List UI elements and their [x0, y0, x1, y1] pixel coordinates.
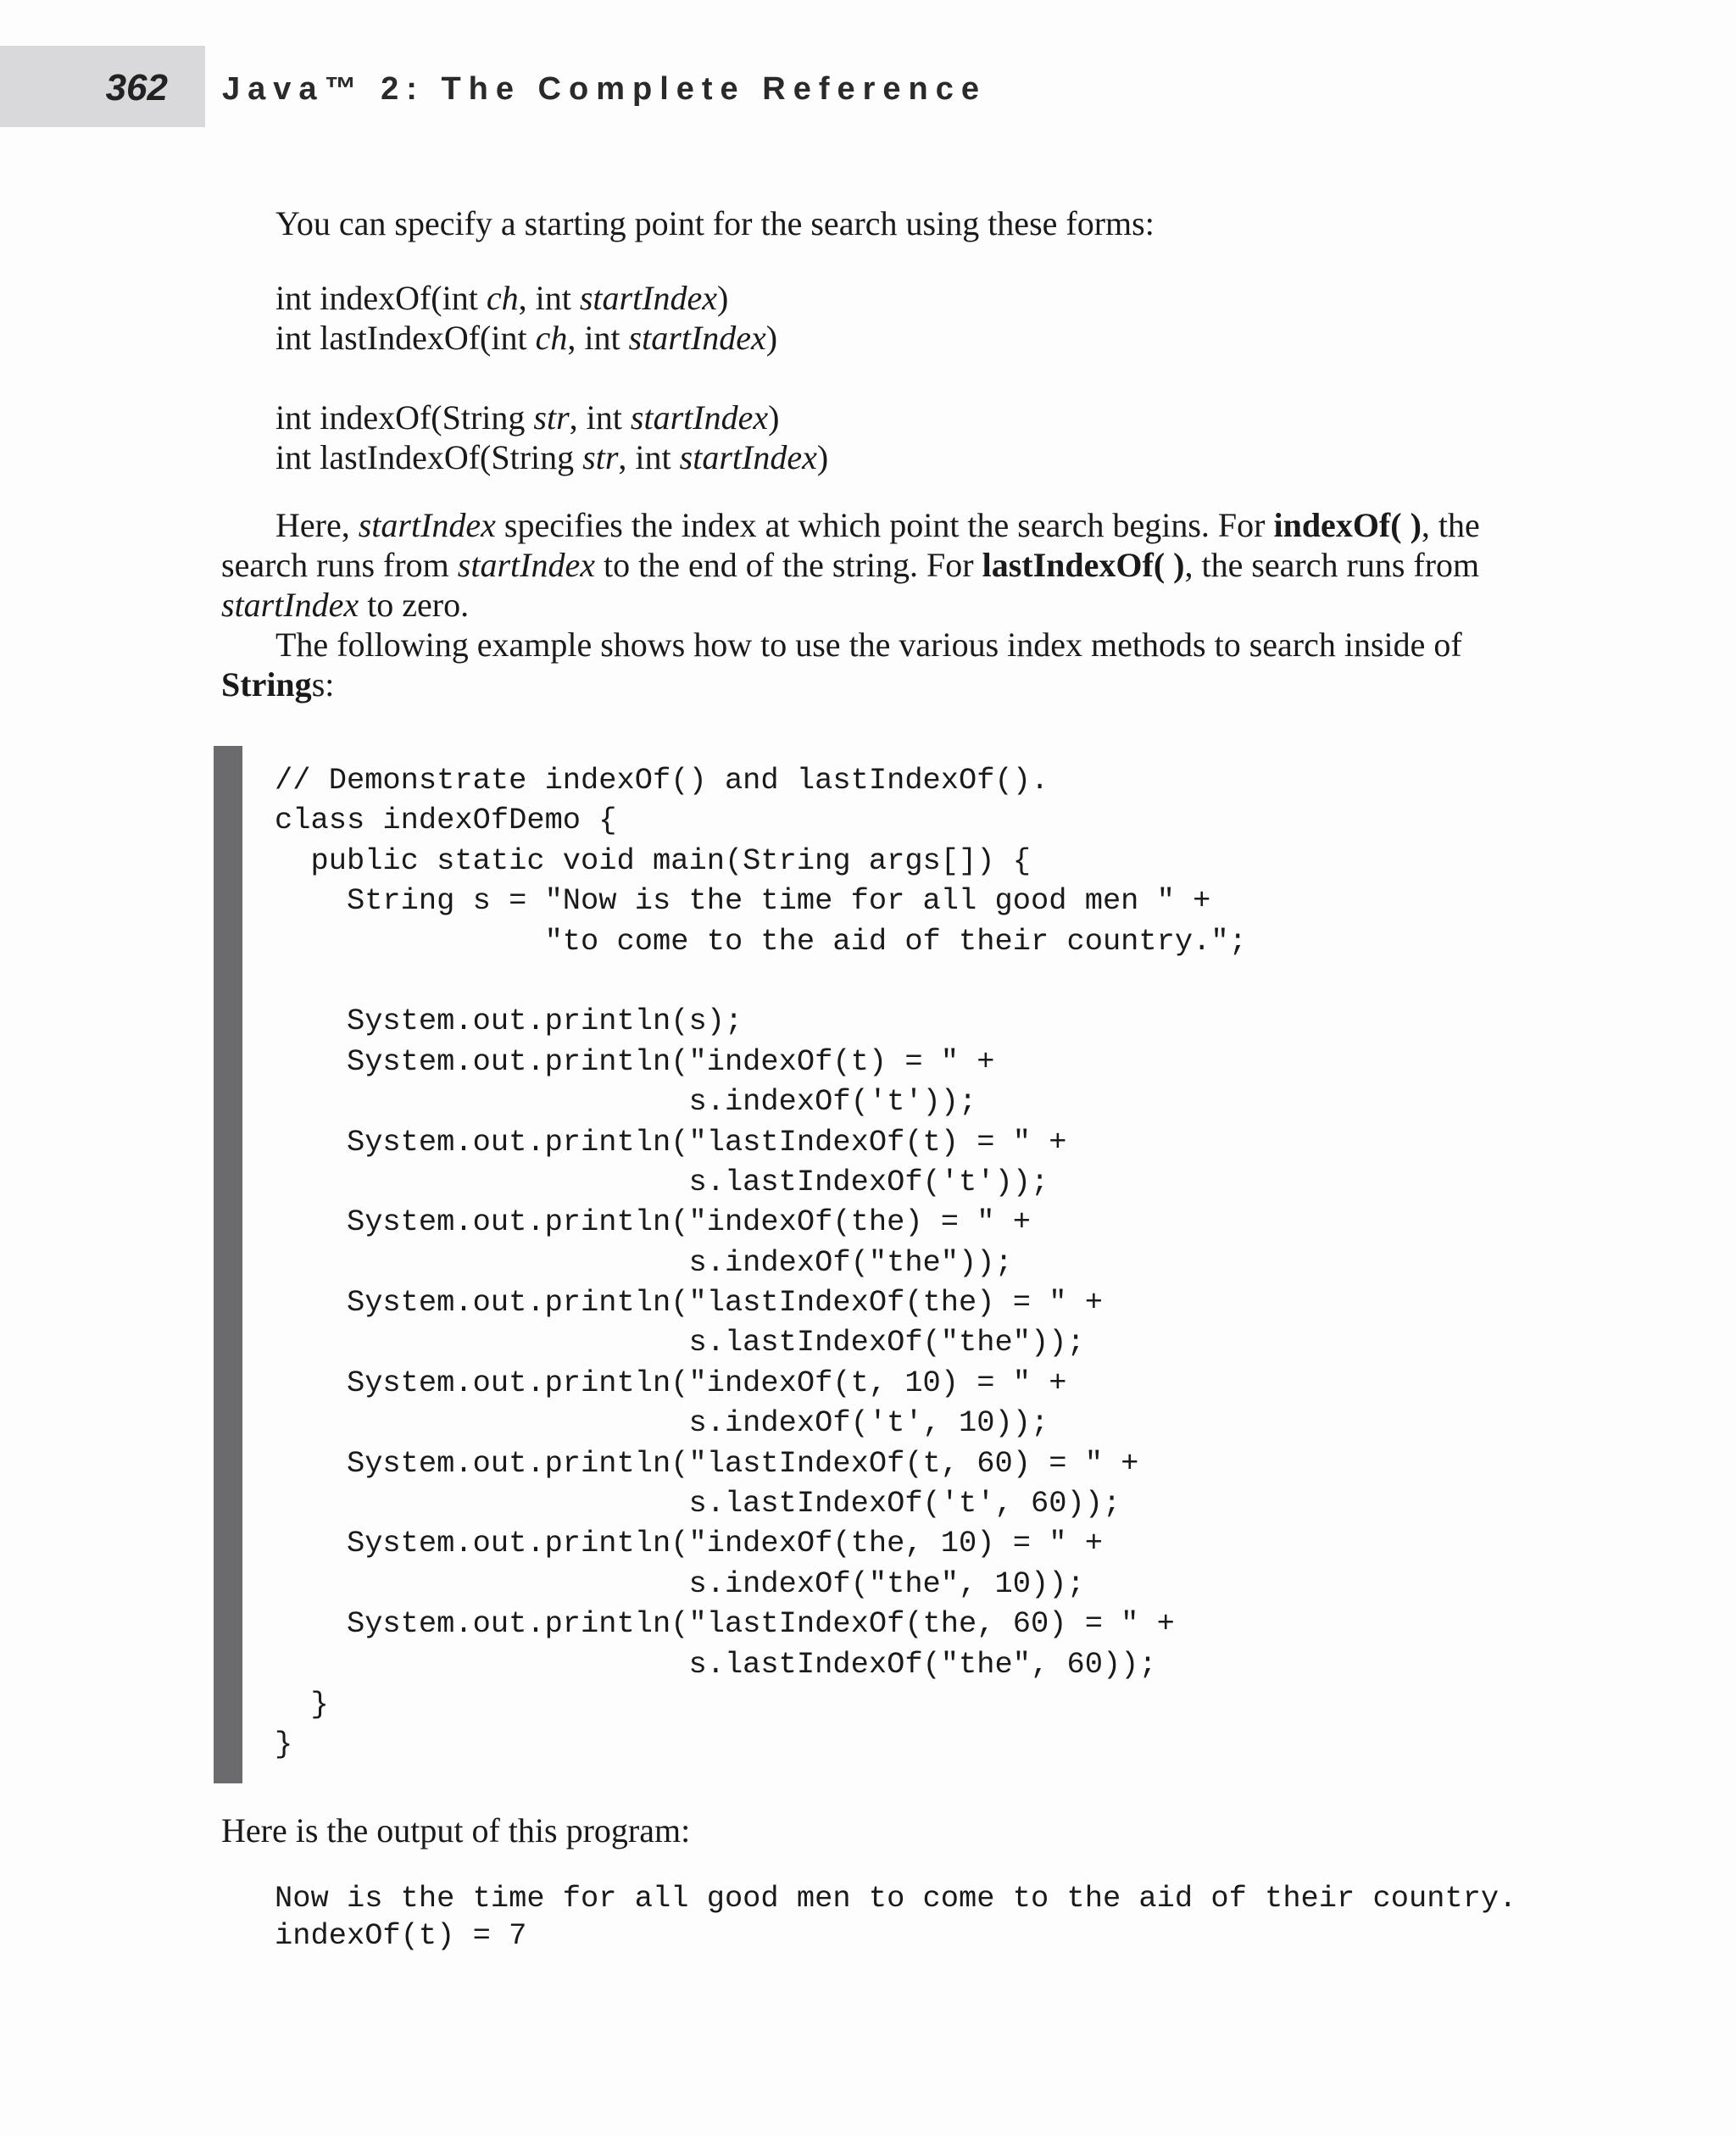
code-line: s.indexOf('t', 10)); [275, 1406, 1049, 1441]
output-line: indexOf(t) = 7 [275, 1919, 527, 1953]
output-heading: Here is the output of this program: [221, 1811, 691, 1850]
code-line: System.out.println("lastIndexOf(t) = " + [275, 1125, 1067, 1160]
code-line: System.out.println("indexOf(the) = " + [275, 1205, 1031, 1240]
code-line: System.out.println("lastIndexOf(the, 60) = " + [275, 1607, 1175, 1642]
code-line: } [275, 1687, 329, 1722]
code-line: s.lastIndexOf("the")); [275, 1326, 1085, 1360]
signature-line: int lastIndexOf(int ch, int startIndex) [275, 319, 778, 357]
code-line: s.lastIndexOf("the", 60)); [275, 1647, 1157, 1682]
page-number: 362 [105, 67, 168, 108]
code-line: System.out.println("lastIndexOf(the) = " + [275, 1286, 1103, 1321]
code-line: // Demonstrate indexOf() and lastIndexOf(). [275, 764, 1049, 798]
code-line: s.lastIndexOf('t')); [275, 1165, 1049, 1199]
code-line: s.indexOf("the", 10)); [275, 1566, 1085, 1601]
page-number-tab [0, 46, 205, 127]
code-line: public static void main(String args[]) { [275, 843, 1031, 878]
code-line: "to come to the aid of their country."; [275, 924, 1247, 959]
intro-text: You can specify a starting point for the search using these forms: [275, 204, 1155, 242]
code-line: class indexOfDemo { [275, 804, 617, 838]
code-line: System.out.println("indexOf(t, 10) = " + [275, 1366, 1067, 1400]
start-index-paragraph: Here, startIndex specifies the index at which point the search begins. For indexOf( ), the search runs from startIndex to the end of the string. For lastIndexOf( ), the search runs from startIndex to zero. [221, 506, 1480, 624]
code-line: } [275, 1727, 293, 1762]
output-line: Now is the time for all good men to come to the aid of their country. [275, 1882, 1517, 1916]
example-intro-paragraph: The following example shows how to use the various index methods to search inside of Strings: [221, 626, 1462, 704]
code-line: String s = "Now is the time for all good men " + [275, 884, 1211, 919]
running-head: Java™ 2: The Complete Reference [222, 71, 988, 107]
signature-line: int indexOf(int ch, int startIndex) [275, 279, 729, 317]
code-line: s.indexOf("the")); [275, 1245, 1013, 1280]
code-line: System.out.println("lastIndexOf(t, 60) = " + [275, 1446, 1139, 1481]
code-line: s.indexOf('t')); [275, 1085, 977, 1120]
code-line: System.out.println(s); [275, 1004, 743, 1039]
signature-line: int lastIndexOf(String str, int startIndex) [275, 438, 829, 476]
code-listing-bar [214, 746, 242, 1783]
signature-line: int indexOf(String str, int startIndex) [275, 398, 780, 437]
body-paragraphs [221, 505, 1527, 704]
code-listing [275, 761, 1247, 1766]
program-output [275, 1880, 1516, 1955]
code-line: s.lastIndexOf('t', 60)); [275, 1487, 1121, 1521]
signature-group-char [275, 278, 777, 358]
code-line [275, 962, 1247, 1002]
code-line: System.out.println("indexOf(t) = " + [275, 1044, 995, 1079]
signature-group-string [275, 398, 828, 477]
code-line: System.out.println("indexOf(the, 10) = " + [275, 1527, 1103, 1561]
